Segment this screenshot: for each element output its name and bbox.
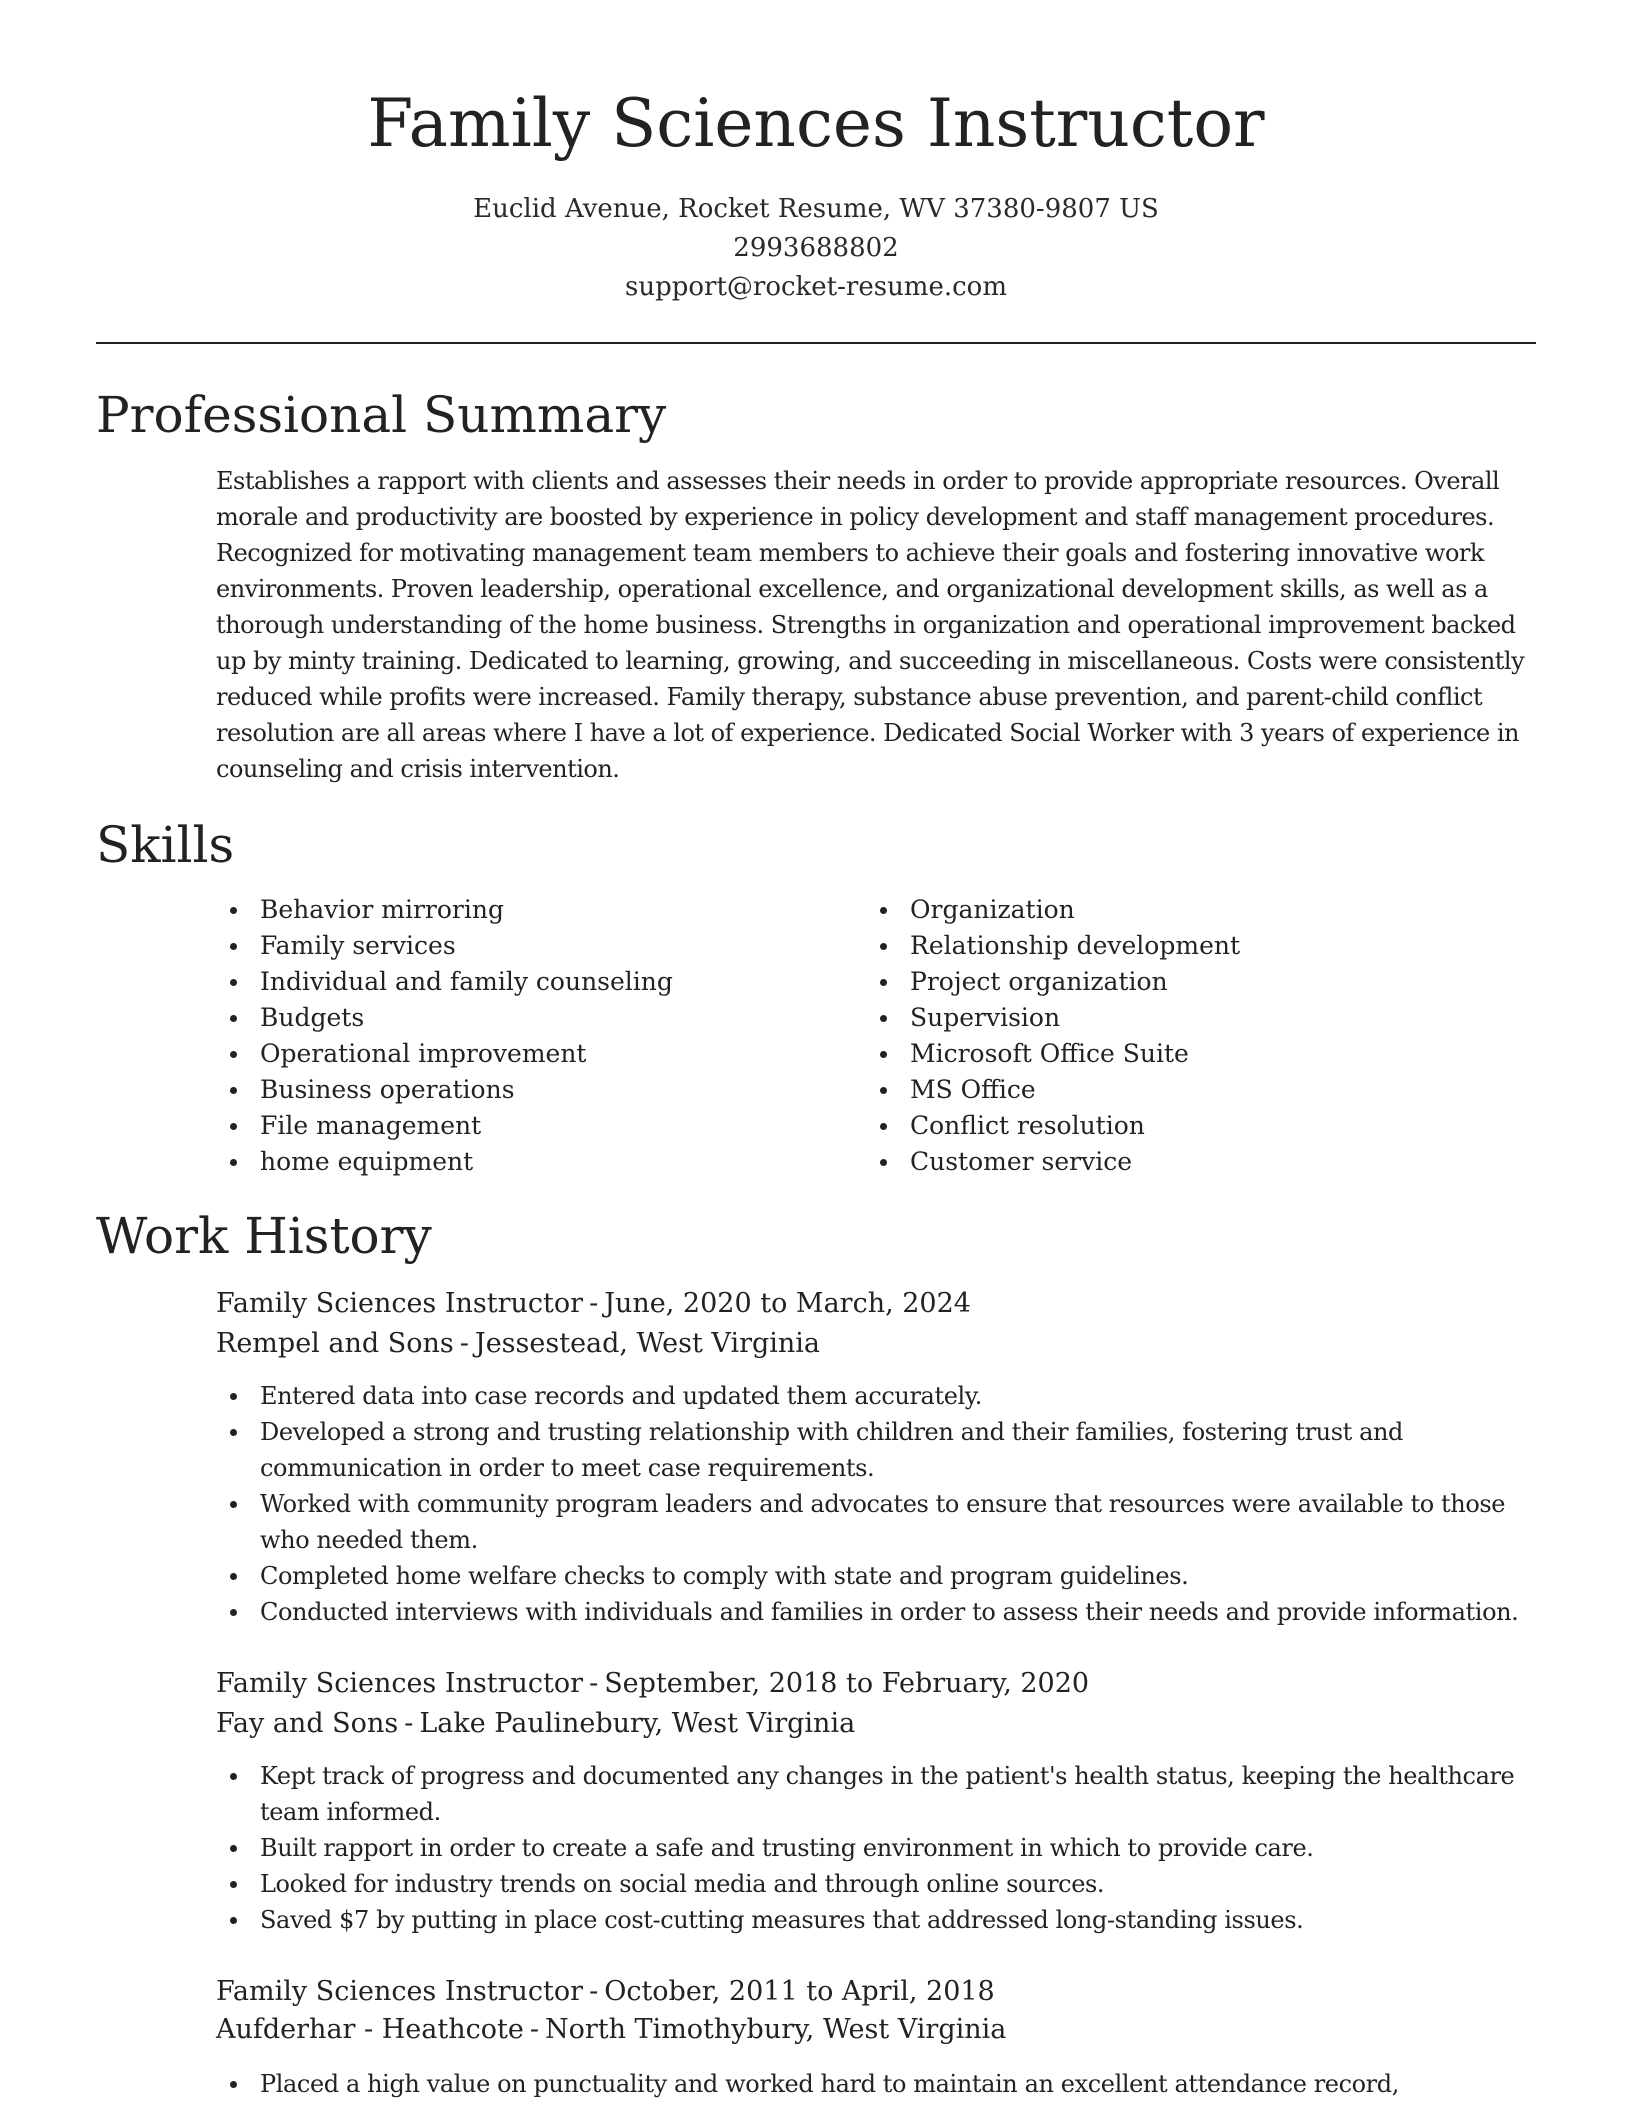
job-role: Family Sciences Instructor (216, 1668, 584, 1699)
job-role: Family Sciences Instructor (216, 1976, 584, 2007)
skill-item: Relationship development (866, 928, 1240, 964)
job-bullet: Developed a strong and trusting relationship with children and their families, fostering trust and communication in order to meet case requirements. (216, 1414, 1546, 1486)
skill-item: File management (216, 1108, 673, 1144)
skill-item: Budgets (216, 1000, 673, 1036)
skill-item: Family services (216, 928, 673, 964)
job-bullet-list (216, 2066, 1546, 2102)
skill-item: MS Office (866, 1072, 1240, 1108)
skill-item: Microsoft Office Suite (866, 1036, 1240, 1072)
skill-item: Operational improvement (216, 1036, 673, 1072)
resume-name: Family Sciences Instructor (367, 85, 1265, 162)
section-title-summary: Professional Summary (96, 386, 667, 444)
job-bullet: Conducted interviews with individuals and families in order to assess their needs and provide information. (216, 1594, 1546, 1630)
job-bullet: Completed home welfare checks to comply with state and program guidelines. (216, 1558, 1546, 1594)
skill-item: Project organization (866, 964, 1240, 1000)
job-bullet-list (216, 1378, 1546, 1630)
job-bullet: Looked for industry trends on social media and through online sources. (216, 1866, 1546, 1902)
job-bullet: Worked with community program leaders and advocates to ensure that resources were available to those who needed them. (216, 1486, 1546, 1558)
skill-item: Supervision (866, 1000, 1240, 1036)
summary-text: Establishes a rapport with clients and assesses their needs in order to provide appropriate resources. Overall morale and productivity are boosted by experience in policy development and staff management procedures. Recognized for motivating management team members to achieve their goals and fostering innovative work environments. Proven leadership, operational excellence, and organizational development skills, as well as a thorough understanding of the home business. Strengths in organization and operational improvement backed up by minty training. Dedicated to learning, growing, and succeeding in miscellaneous. Costs were consistently reduced while profits were increased. Family therapy, substance abuse prevention, and parent-child conflict resolution are all areas where I have a lot of experience. Dedicated Social Worker with 3 years of experience in counseling and crisis intervention. (216, 467, 1525, 783)
job-title-line: Family Sciences Instructor - September, 2018 to February, 2020 (216, 1668, 1090, 1699)
job-title-line: Family Sciences Instructor - June, 2020 to March, 2024 (216, 1288, 971, 1319)
job-dates: June, 2020 to March, 2024 (604, 1288, 971, 1319)
job-dates: September, 2018 to February, 2020 (604, 1668, 1090, 1699)
job-bullet: Kept track of progress and documented any changes in the patient's health status, keeping the healthcare team informed. (216, 1758, 1546, 1830)
job-company-line: Aufderhar - Heathcote - North Timothybury, West Virginia (216, 2014, 1007, 2045)
section-title-work-history: Work History (96, 1207, 432, 1265)
phone: 2993688802 (733, 233, 899, 263)
job-role: Family Sciences Instructor (216, 1288, 584, 1319)
job-location: Jessestead, West Virginia (474, 1328, 821, 1359)
header-divider (96, 342, 1536, 344)
skill-item: Conflict resolution (866, 1108, 1240, 1144)
contact-block (0, 190, 1632, 307)
job-bullet: Saved $7 by putting in place cost-cutting measures that addressed long-standing issues. (216, 1902, 1546, 1938)
job-company: Rempel and Sons (216, 1328, 454, 1359)
skill-item: Customer service (866, 1144, 1240, 1180)
section-title-skills: Skills (96, 816, 235, 874)
job-company-line: Rempel and Sons - Jessestead, West Virginia (216, 1328, 821, 1359)
job-bullet: Built rapport in order to create a safe and trusting environment in which to provide care. (216, 1830, 1546, 1866)
job-bullet-list (216, 1758, 1546, 1938)
skill-item: Behavior mirroring (216, 892, 673, 928)
job-bullet: Entered data into case records and updated them accurately. (216, 1378, 1546, 1414)
job-company: Fay and Sons (216, 1708, 399, 1739)
job-company: Aufderhar - Heathcote (216, 2014, 524, 2045)
skills-list-right (866, 892, 1240, 1180)
skill-item: home equipment (216, 1144, 673, 1180)
job-bullet: Placed a high value on punctuality and worked hard to maintain an excellent attendance record, (216, 2066, 1546, 2102)
address: Euclid Avenue, Rocket Resume, WV 37380-9807 US (473, 194, 1159, 224)
skills-list-left (216, 892, 673, 1180)
skill-item: Organization (866, 892, 1240, 928)
job-location: Lake Paulinebury, West Virginia (419, 1708, 856, 1739)
job-location: North Timothybury, West Virginia (544, 2014, 1007, 2045)
job-company-line: Fay and Sons - Lake Paulinebury, West Virginia (216, 1708, 856, 1739)
skill-item: Individual and family counseling (216, 964, 673, 1000)
skill-item: Business operations (216, 1072, 673, 1108)
job-title-line: Family Sciences Instructor - October, 2011 to April, 2018 (216, 1976, 995, 2007)
job-dates: October, 2011 to April, 2018 (604, 1976, 995, 2007)
email: support@rocket-resume.com (624, 272, 1007, 302)
